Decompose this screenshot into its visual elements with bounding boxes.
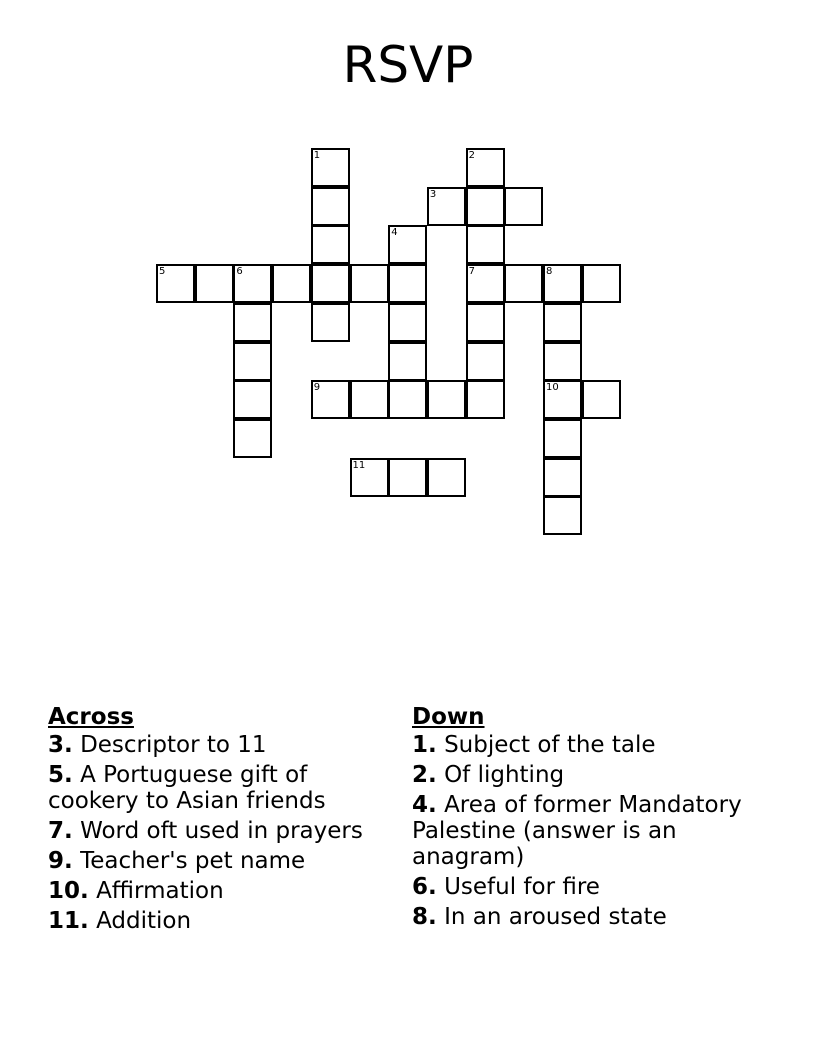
clue-text: Word oft used in prayers: [80, 818, 363, 844]
clue-number: 10: [546, 382, 559, 394]
grid-cell[interactable]: [311, 303, 350, 342]
grid-cell[interactable]: [466, 187, 505, 226]
grid-cell[interactable]: [311, 264, 350, 303]
clue-text: Useful for fire: [444, 874, 600, 900]
down-heading: Down: [412, 704, 485, 730]
clue-number-label: 7.: [48, 818, 73, 844]
grid-cell[interactable]: [388, 303, 427, 342]
clue-number-label: 9.: [48, 848, 73, 874]
across-clue: [48, 908, 393, 934]
grid-cell[interactable]: [504, 187, 543, 226]
grid-cell[interactable]: [582, 380, 621, 419]
across-clue-list: [48, 732, 393, 934]
clue-number-label: 2.: [412, 762, 437, 788]
down-clues: [412, 702, 782, 934]
grid-cell[interactable]: [427, 380, 466, 419]
clue-number-label: 3.: [48, 732, 73, 758]
grid-cell[interactable]: [388, 264, 427, 303]
grid-cell[interactable]: [311, 225, 350, 264]
clue-number: 11: [352, 459, 366, 471]
clue-number: 2: [468, 150, 475, 161]
grid-cell[interactable]: [233, 380, 272, 419]
grid-cell[interactable]: [543, 496, 582, 535]
clue-number-label: 11.: [48, 908, 89, 934]
clue-number-label: 1.: [412, 732, 437, 758]
grid-cell[interactable]: [543, 303, 582, 342]
grid-cell[interactable]: [427, 458, 466, 497]
grid-cell[interactable]: [466, 380, 505, 419]
across-clue: [48, 762, 393, 814]
clue-number-label: 10.: [48, 878, 89, 904]
clue-text: A Portuguese gift of cookery to Asian friends: [48, 762, 326, 814]
clue-text: Affirmation: [96, 878, 224, 904]
grid-cell[interactable]: [350, 264, 389, 303]
grid-cell[interactable]: [233, 342, 272, 381]
grid-cell[interactable]: [311, 148, 350, 187]
grid-cell[interactable]: [504, 264, 543, 303]
clue-number: 4: [391, 227, 398, 239]
across-clue: [48, 878, 393, 904]
clue-number: 3: [429, 188, 437, 200]
clue-number: 7: [468, 266, 475, 278]
grid-cell[interactable]: [543, 419, 582, 458]
across-clue: [48, 848, 393, 874]
down-clue-list: [412, 732, 782, 930]
clue-text: Descriptor to 11: [80, 732, 267, 758]
grid-cell[interactable]: [543, 264, 582, 303]
clue-number-label: 5.: [48, 762, 73, 788]
grid-cell[interactable]: [311, 380, 350, 419]
grid-cell[interactable]: [543, 342, 582, 381]
grid-cell[interactable]: [350, 380, 389, 419]
clue-text: Area of former Mandatory Palestine (answer is an anagram): [412, 792, 742, 870]
down-clue: [412, 792, 782, 870]
clue-text: Addition: [96, 908, 192, 934]
clue-number: 5: [159, 266, 166, 278]
grid-cell[interactable]: [233, 264, 272, 303]
down-clue: [412, 762, 782, 788]
clue-text: Of lighting: [444, 762, 565, 788]
grid-cell[interactable]: [427, 187, 466, 226]
grid-cell[interactable]: [350, 458, 389, 497]
clue-number-label: 8.: [412, 904, 437, 930]
clue-text: Teacher's pet name: [80, 848, 306, 874]
down-clue: [412, 874, 782, 900]
grid-cell[interactable]: [388, 380, 427, 419]
clue-number-label: 6.: [412, 874, 437, 900]
grid-cell[interactable]: [466, 148, 505, 187]
grid-cell[interactable]: [156, 264, 195, 303]
grid-cell[interactable]: [195, 264, 234, 303]
clue-number: 8: [546, 266, 553, 278]
across-clue: [48, 818, 393, 844]
grid-cell[interactable]: [272, 264, 311, 303]
grid-cell[interactable]: [388, 225, 427, 264]
puzzle-title: RSVP: [342, 36, 474, 94]
grid-cell[interactable]: [233, 303, 272, 342]
down-clue: [412, 732, 782, 758]
across-clues: [48, 702, 393, 938]
grid-cell[interactable]: [233, 419, 272, 458]
clue-number: 9: [313, 382, 321, 394]
across-heading: Across: [48, 704, 134, 730]
clue-number: 1: [313, 150, 321, 161]
across-clue: [48, 732, 393, 758]
grid-cell[interactable]: [388, 458, 427, 497]
grid-cell[interactable]: [582, 264, 621, 303]
grid-cell[interactable]: [543, 458, 582, 497]
clue-number: 6: [236, 266, 243, 278]
grid-cell[interactable]: [466, 225, 505, 264]
grid-cell[interactable]: [543, 380, 582, 419]
grid-cell[interactable]: [311, 187, 350, 226]
clue-text: Subject of the tale: [444, 732, 656, 758]
down-clue: [412, 904, 782, 930]
grid-cell[interactable]: [466, 303, 505, 342]
grid-cell[interactable]: [466, 342, 505, 381]
grid-cell[interactable]: [388, 342, 427, 381]
grid-cell[interactable]: [466, 264, 505, 303]
clue-number-label: 4.: [412, 792, 437, 818]
clue-text: In an aroused state: [444, 904, 667, 930]
